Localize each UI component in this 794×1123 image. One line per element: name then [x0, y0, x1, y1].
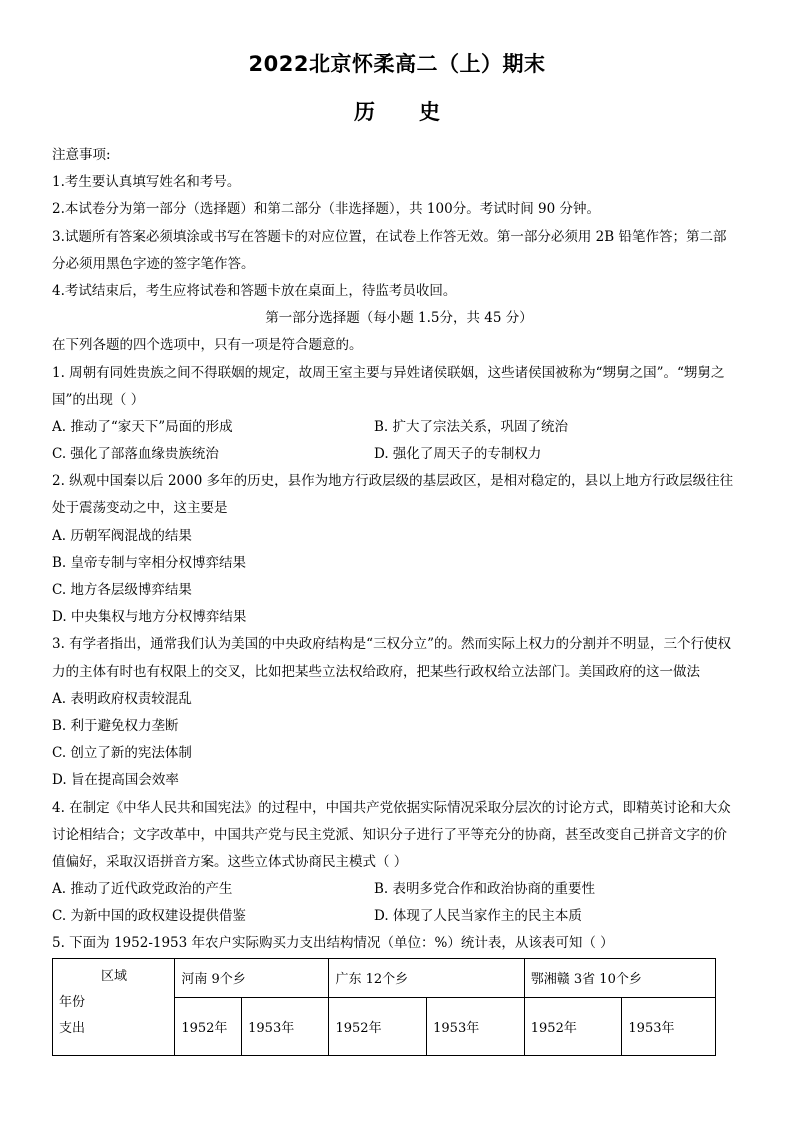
region-header: 河南 9个乡 — [175, 959, 329, 998]
q1-option-d: D. 强化了周天子的专制权力 — [374, 446, 542, 463]
year-cell: 1953年 — [427, 997, 525, 1055]
note-line: 分必须用黑色字迹的签字笔作答。 — [52, 255, 255, 272]
q4-options-row — [52, 903, 746, 930]
q4-option-c: C. 为新中国的政权建设提供借鉴 — [52, 908, 246, 925]
q4-stem: 值偏好，采取汉语拼音方案。这些立体式协商民主模式（ ） — [52, 853, 408, 870]
q3-stem: 3. 有学者指出，通常我们认为美国的中央政府结构是“三权分立”的。然而实际上权力的分割并不明显，三个行使权 — [52, 636, 731, 653]
q2-option-c: C. 地方各层级博弈结果 — [52, 582, 192, 598]
q5-stats-table — [52, 958, 716, 1056]
q2-option-a: A. 历朝军阀混战的结果 — [52, 527, 192, 544]
q1-option-c: C. 强化了部落血缘贵族统治 — [52, 446, 219, 463]
q3-option-b: B. 利于避免权力垄断 — [52, 717, 179, 734]
exam-title: 2022北京怀柔高二（上）期末 — [248, 52, 546, 76]
region-header: 鄂湘赣 3省 10个乡 — [524, 959, 715, 998]
corner-label-expense: 支出 — [59, 1021, 86, 1036]
q1-stem: 1. 周朝有同姓贵族之间不得联姻的规定，故周王室主要与异姓诸侯联姻，这些诸侯国被称为“甥舅之国”。“甥舅之 — [52, 364, 725, 381]
subject-char-1: 历 — [354, 100, 375, 124]
q4-option-a: A. 推动了近代政党政治的产生 — [52, 881, 233, 898]
q3-stem: 力的主体有时也有权限上的交叉，比如把某些立法权给政府，把某些行政权给立法部门。美国政府的这一做法 — [52, 663, 700, 680]
region-header: 广东 12个乡 — [329, 959, 524, 998]
table-corner-cell — [53, 959, 175, 1056]
part1-instruction: 在下列各题的四个选项中，只有一项是符合题意的。 — [52, 337, 363, 354]
q2-option-d: D. 中央集权与地方分权博弈结果 — [52, 609, 247, 626]
q2-stem: 处于震荡变动之中，这主要是 — [52, 500, 228, 517]
year-cell: 1953年 — [242, 997, 329, 1055]
q1-options-row — [52, 441, 746, 468]
q4-options-row — [52, 876, 746, 903]
q1-option-a: A. 推动了“家天下”局面的形成 — [52, 418, 233, 435]
exam-subject — [0, 96, 794, 126]
subject-char-2: 史 — [419, 100, 440, 124]
note-line: 3.试题所有答案必须填涂或书写在答题卡的对应位置，在试卷上作答无效。第一部分必须用 2B 铅笔作答；第二部 — [52, 228, 727, 245]
q2-option-b: B. 皇帝专制与宰相分权博弈结果 — [52, 554, 247, 571]
q4-option-b: B. 表明多党合作和政治协商的重要性 — [374, 881, 596, 898]
q4-stem: 讨论相结合；文字改革中，中国共产党与民主党派、知识分子进行了平等充分的协商，甚至改变自己拼音文字的价 — [52, 826, 727, 843]
q1-options-row — [52, 414, 746, 441]
year-cell: 1952年 — [329, 997, 427, 1055]
note-line: 4.考试结束后，考生应将试卷和答题卡放在桌面上，待监考员收回。 — [52, 282, 457, 299]
note-line: 1.考生要认真填写姓名和考号。 — [52, 174, 241, 191]
exam-body — [52, 142, 746, 958]
q3-option-c: C. 创立了新的宪法体制 — [52, 745, 192, 762]
corner-label-year: 年份 — [59, 995, 86, 1010]
q4-option-d: D. 体现了人民当家作主的民主本质 — [374, 908, 582, 925]
year-cell: 1953年 — [622, 997, 716, 1055]
q2-stem: 2. 纵观中国秦以后 2000 多年的历史，县作为地方行政层级的基层政区，是相对稳定的，县以上地方行政层级往往 — [52, 473, 734, 490]
q5-stem: 5. 下面为 1952-1953 年农户实际购买力支出结构情况（单位：%）统计表，从该表可知（ ） — [52, 935, 614, 952]
year-cell: 1952年 — [175, 997, 242, 1055]
notes-heading: 注意事项: — [52, 147, 111, 163]
q1-stem: 国”的出现（ ） — [52, 391, 145, 408]
q4-stem: 4. 在制定《中华人民共和国宪法》的过程中，中国共产党依据实际情况采取分层次的讨论方式，即精英讨论和大众 — [52, 799, 731, 816]
year-cell: 1952年 — [524, 997, 622, 1055]
corner-label-region: 区域 — [101, 969, 128, 984]
table-header-row — [53, 959, 716, 998]
q3-option-d: D. 旨在提高国会效率 — [52, 772, 179, 789]
note-line: 2.本试卷分为第一部分（选择题）和第二部分（非选择题），共 100分。考试时间 90 分钟。 — [52, 201, 600, 218]
q1-option-b: B. 扩大了宗法关系，巩固了统治 — [374, 418, 569, 435]
q3-option-a: A. 表明政府权责较混乱 — [52, 690, 192, 707]
part1-heading: 第一部分选择题（每小题 1.5分，共 45 分） — [265, 310, 533, 327]
